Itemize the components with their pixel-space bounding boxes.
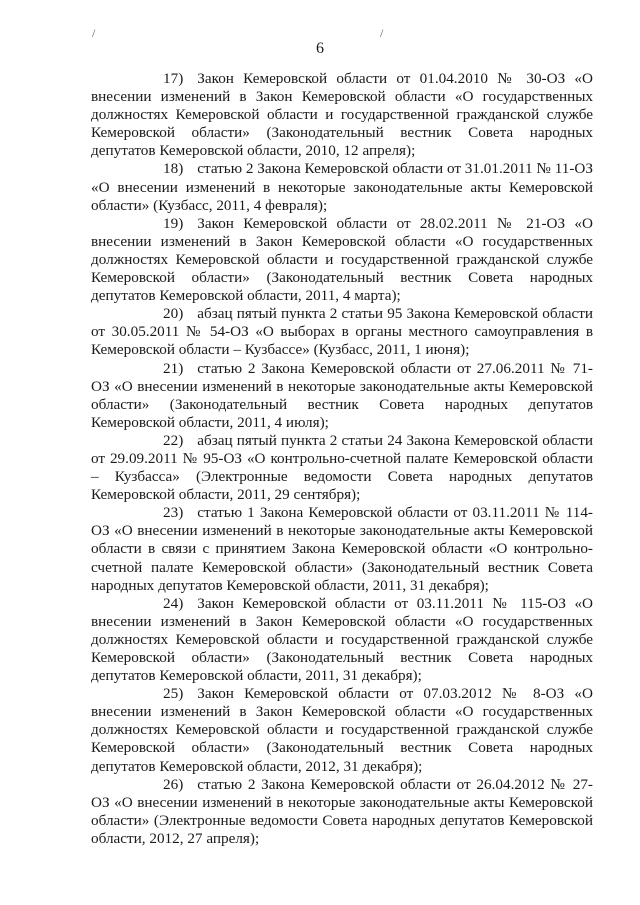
list-item — [91, 360, 593, 432]
item-text: статью 1 Закона Кемеровской области от 03.11.2011 № 114-ОЗ «О внесении изменений в некоторые законодательные акты Кемеровской области в связи с принятием Закона Кемеровской области «О контрольно-счетной палате Кемеровской области» (Законодательный вестник Совета народных депутатов Кемеровской области, 2011, 31 декабря); — [91, 504, 593, 594]
item-number: 17) — [163, 70, 184, 87]
item-number: 24) — [163, 594, 184, 612]
item-number: 26) — [163, 775, 184, 793]
list-item — [91, 215, 593, 305]
item-number: 20) — [163, 305, 184, 323]
item-number: 23) — [163, 504, 184, 522]
item-number: 19) — [163, 214, 184, 232]
list-item — [91, 595, 593, 685]
item-number: 25) — [163, 685, 184, 703]
item-number: 18) — [163, 160, 184, 178]
item-text: Закон Кемеровской области от 07.03.2012 № 8-ОЗ «О внесении изменений в Закон Кемеровской области «О государственных должностях Кемеровской области и государственной гражданской службе Кемеровской области» (Законодательный вестник Совета народных депутатов Кемеровской области, 2012, 31 декабря); — [91, 685, 593, 775]
list-item — [91, 305, 593, 359]
item-number: 22) — [163, 431, 184, 449]
item-text: статью 2 Закона Кемеровской области от 26.04.2012 № 27-ОЗ «О внесении изменений в некоторые законодательные акты Кемеровской области» (Электронные ведомости Совета народных депутатов Кемеровской области, 2012, 27 апреля); — [91, 775, 593, 847]
list-item — [91, 685, 593, 775]
item-text: статью 2 Закона Кемеровской области от 27.06.2011 № 71-ОЗ «О внесении изменений в некоторые законодательные акты Кемеровской области» (Законодательный вестник Совета народных депутатов Кемеровской области, 2011, 4 июля); — [91, 359, 593, 431]
list-item — [91, 70, 593, 160]
item-number: 21) — [163, 359, 184, 377]
document-body — [91, 70, 593, 848]
item-text: абзац пятый пункта 2 статьи 95 Закона Кемеровской области от 30.05.2011 № 54-ОЗ «О выборах в органы местного самоуправления в Кемеровской области – Кузбассе» (Кузбасс, 2011, 1 июня); — [91, 305, 593, 359]
item-text: статью 2 Закона Кемеровской области от 31.01.2011 № 11-ОЗ «О внесении изменений в некоторые законодательные акты Кемеровской области» (Кузбасс, 2011, 4 февраля); — [91, 160, 593, 214]
item-text: Закон Кемеровской области от 03.11.2011 № 115-ОЗ «О внесении изменений в Закон Кемеровской области «О государственных должностях Кемеровской области и государственной гражданской службе Кемеровской области» (Законодательный вестник Совета народных депутатов Кемеровской области, 2011, 31 декабря); — [91, 594, 593, 685]
scan-mark-right: / — [380, 26, 384, 40]
item-text: абзац пятый пункта 2 статьи 24 Закона Кемеровской области от 29.09.2011 № 95-ОЗ «О контрольно-счетной палате Кемеровской области – Кузбасса» (Электронные ведомости Совета народных депутатов Кемеровской области, 2011, 29 сентября); — [91, 431, 593, 504]
list-item — [91, 776, 593, 848]
item-text: Закон Кемеровской области от 01.04.2010 № 30-ОЗ «О внесении изменений в Закон Кемеровской области «О государственных должностях Кемеровской области и государственной гражданской службе Кемеровской области» (Законодательный вестник Совета народных депутатов Кемеровской области, 2010, 12 апреля); — [91, 70, 593, 160]
list-item — [91, 160, 593, 214]
list-item — [91, 504, 593, 594]
list-item — [91, 432, 593, 504]
item-text: Закон Кемеровской области от 28.02.2011 № 21-ОЗ «О внесении изменений в Закон Кемеровской области «О государственных должностях Кемеровской области и государственной гражданской службе Кемеровской области» (Законодательный вестник Совета народных депутатов Кемеровской области, 2011, 4 марта); — [91, 214, 593, 305]
scan-mark-left: / — [92, 26, 96, 40]
page-number: 6 — [316, 40, 324, 57]
